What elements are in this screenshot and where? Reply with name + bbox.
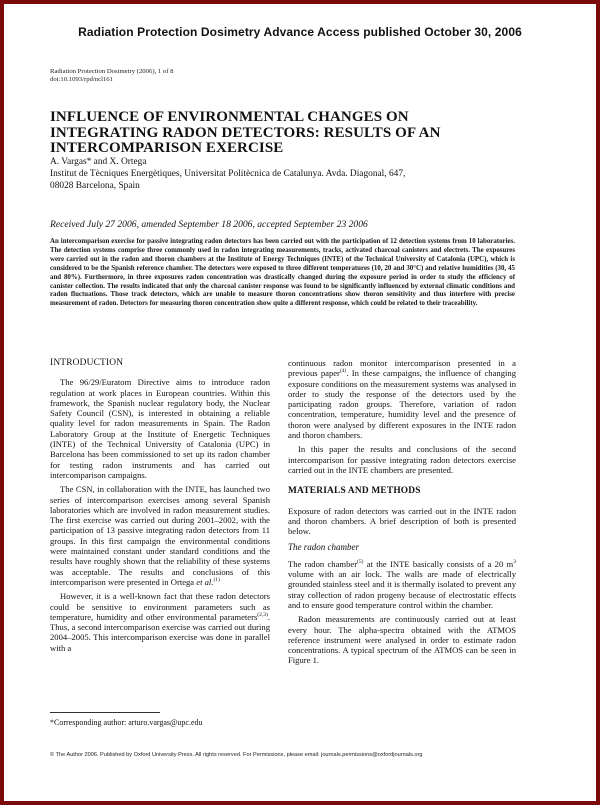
- doi: doi:10.1093/rpd/ncl161: [50, 76, 113, 83]
- intro-paragraph-2-text: The CSN, in collaboration with the INTE, has launched two series of intercomparison exercises among several Spanish laboratories which are involved in radon measurement studies. The first exercise was carried out during 2001–2002, with the participation of 13 passive integrating radon detectors from 11 groups. In this first campaign the environmental conditions were maintained constant under standard conditions and the results have roughly shown that the reliability of these systems was acceptable. The results and conclusions of this intercomparison were presented in Ortega: [50, 484, 270, 587]
- left-column: [50, 358, 270, 657]
- received-dates: Received July 27 2006, amended September 18 2006, accepted September 23 2006: [50, 219, 368, 230]
- radon-chamber-heading: The radon chamber: [288, 542, 359, 553]
- journal-citation: [50, 68, 174, 84]
- radon-chamber-text-3: volume with an air lock. The walls are made of electrically grounded stainless steel and it is thermally isolated to prevent any stray collection of radon progeny because of electrostatic effects and to ensure good temperature control within the chamber.: [288, 569, 516, 610]
- right-column: [288, 358, 516, 670]
- reference-mark: (5): [357, 558, 364, 565]
- introduction-heading: INTRODUCTION: [50, 358, 124, 368]
- right-paragraph-2: In this paper the results and conclusions of the second intercomparison for passive integrating radon detectors exercise carried out in the INTE chambers are presented.: [288, 444, 516, 475]
- intro-paragraph-3: [50, 591, 270, 653]
- intro-paragraph-2: [50, 484, 270, 587]
- materials-methods-heading: MATERIALS AND METHODS: [288, 486, 421, 497]
- radon-chamber-paragraph-2: Radon measurements are continuously carried out at least every hour. The alpha-spectra obtained with the ATMOS reference instrument were analysed in order to estimate radon concentrations. A typical spectrum of the ATMOS can be seen in Figure 1.: [288, 614, 516, 666]
- radon-chamber-text: The radon chamber: [288, 558, 358, 569]
- reference-mark: (4): [339, 368, 347, 375]
- right-paragraph-1: [288, 358, 516, 440]
- cubic-superscript: 3: [513, 558, 516, 565]
- affiliation: [50, 168, 530, 192]
- footnote-rule: [50, 712, 160, 713]
- advance-access-banner: Radiation Protection Dosimetry Advance Access published October 30, 2006: [78, 25, 522, 39]
- intro-paragraph-3-tail: . Thus, a second intercomparison exercise was carried out during 2004–2005. This intercomparison exercise was done in parallel with a: [50, 611, 270, 653]
- intro-paragraph-3-text: However, it is a well-known fact that these radon detectors could be sensitive to environment parameters such as temperature, humidity and other environmental parameters: [50, 591, 270, 622]
- authors: A. Vargas* and X. Ortega: [50, 157, 147, 167]
- affiliation-line-1: Institut de Tècniques Energètiques, Universitat Politècnica de Catalunya. Avda. Diagonal, 647,: [50, 169, 406, 179]
- affiliation-line-2: 08028 Barcelona, Spain: [50, 181, 140, 191]
- right-paragraph-1-text: continuous radon monitor intercomparison presented in a previous paper: [288, 358, 516, 379]
- methods-paragraph-1: Exposure of radon detectors was carried out in the INTE radon and thoron chambers. A brief description of both is presented below.: [288, 505, 516, 537]
- paper-title: INFLUENCE OF ENVIRONMENTAL CHANGES ON INTEGRATING RADON DETECTORS: RESULTS OF AN INTERCOMPARISON EXERCISE: [50, 109, 441, 156]
- copyright-notice: © The Author 2006. Published by Oxford University Press. All rights reserved. For Permissions, please email: journals.permissions@oxfordjournals.org: [50, 752, 423, 758]
- radon-chamber-text-2: at the INTE basically consists of a 20 m: [363, 558, 514, 569]
- journal-citation-line: Radiation Protection Dosimetry (2006), 1 of 8: [50, 68, 174, 75]
- reference-mark: (1): [213, 577, 220, 584]
- right-paragraph-1-tail: . In these campaigns, the influence of changing exposure conditions on the measurement systems was analysed in order to study the response of the detectors used by the participating radon groups. Therefore, variation of radon concentration, temperature, humidity level and the presence of thoron were analysed by different exposures in the INTE radon and thoron chambers.: [288, 368, 516, 441]
- reference-mark: (2,3): [257, 611, 268, 618]
- corresponding-author-footnote: *Corresponding author: arturo.vargas@upc.edu: [50, 718, 203, 727]
- radon-chamber-paragraph-1: [288, 559, 516, 610]
- et-al: et al.: [196, 576, 214, 587]
- intro-paragraph-1: The 96/29/Euratom Directive aims to introduce radon regulation at work places in European countries. Within this framework, the Spanish nuclear regulatory body, the Nuclear Safety Council (CSN), is interested in obtaining a reliable quality level for radon measurements in Spain. The Radon Laboratory Group at the Institute of Energetic Techniques (INTE) of the Technical University of Catalonia (UPC) in Barcelona has been commissioned to set up its radon chamber for testing radon instruments and has carried out intercomparison campaigns.: [50, 377, 270, 480]
- abstract: An intercomparison exercise for passive integrating radon detectors has been carried out with the participation of 12 detection systems from 10 laboratories. The detection systems comprise three commonly used in radon integrating measurements, tracks, activated charcoal canisters and electrets. The exposures were carried out in the radon and thoron chambers at the Institute of Energy Techniques (INTE) of the Technical University of Catalonia (UPC), which is considered to be the Spanish reference chamber. The detectors were exposed to three different temperatures (10, 20 and 30°C) and relative humidities (30, 45 and 80%). Furthermore, in three exposures radon concentration was drastically changed during the exposure period in order to study the efficiency of canister collection. The results indicated that only the charcoal canister response was found to be significantly influenced by external climatic conditions and radon fluctuations. Those track detectors, which are unable to measure thoron concentrations show thoron sensitivity and thus interfere with precise measurement of radon. Detectors for measuring thoron concentration show quite a different response, which could be related to their traceability.: [50, 238, 515, 308]
